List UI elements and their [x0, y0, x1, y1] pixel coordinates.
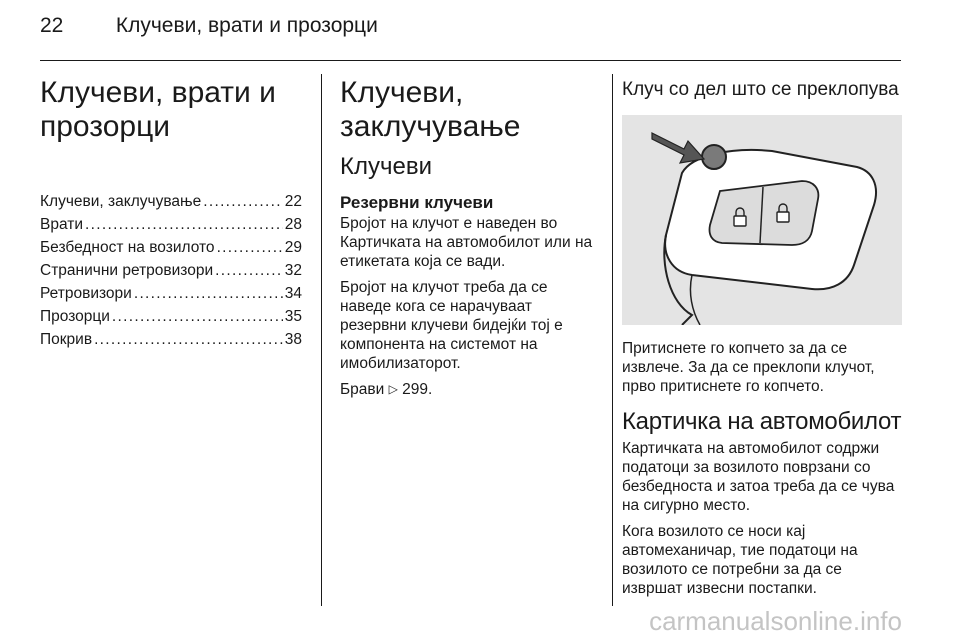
folding-key-icon [622, 115, 902, 325]
car-pass-heading: Картичка на автомобилот [622, 408, 902, 435]
toc-entry-label: Безбедност на возилото [40, 239, 215, 256]
folding-key-figure [622, 115, 902, 325]
toc-entry-page: 28 [284, 216, 302, 233]
toc-entry-page: 32 [284, 262, 302, 279]
table-of-contents [40, 190, 302, 351]
toc-entry-page: 35 [284, 308, 302, 325]
watermark: carmanualsonline.info [649, 606, 902, 636]
toc-entry-label: Ретровизори [40, 285, 132, 302]
toc-entry[interactable] [40, 213, 302, 236]
toc-leader-dots [213, 259, 283, 282]
toc-entry[interactable] [40, 236, 302, 259]
toc-column [40, 70, 302, 351]
header-rule [40, 60, 901, 61]
page-number: 22 [40, 14, 64, 37]
arrow-ref-icon: ▷ [388, 382, 398, 396]
toc-entry-page: 29 [284, 239, 302, 256]
toc-entry-label: Прозорци [40, 308, 110, 325]
running-header [40, 14, 378, 38]
toc-leader-dots [110, 305, 283, 328]
keys-column [340, 70, 602, 399]
toc-leader-dots [92, 328, 283, 351]
toc-leader-dots [201, 190, 283, 213]
subsection-title: Клучеви [340, 153, 432, 180]
toc-entry-label: Покрив [40, 331, 93, 348]
toc-entry-label: Врати [40, 216, 83, 233]
figure-caption: Притиснете го копчето за да се извлече. За да се преклопи клучот, прво притиснете го копчето. [622, 340, 875, 395]
folding-key-column [622, 70, 902, 598]
reference-page: 299. [402, 381, 433, 398]
car-pass-paragraph: Кога возилото се носи кај автомеханичар, тие податоци на возилото се потребни за да се извршат извесни постапки. [622, 523, 858, 597]
toc-entry[interactable] [40, 259, 302, 282]
toc-entry-label: Странични ретровизори [40, 262, 214, 279]
section-title: Клучеви, заклучување [340, 76, 521, 143]
toc-leader-dots [83, 213, 283, 236]
column-divider [321, 74, 322, 606]
toc-entry-label: Клучеви, заклучување [40, 193, 202, 210]
toc-entry-page: 38 [284, 331, 302, 348]
toc-entry-page: 22 [284, 193, 302, 210]
spare-keys-paragraph: Бројот на клучот е наведен во Картичката на автомобилот или на етикетата која се вади. [340, 215, 593, 270]
spare-keys-paragraph: Бројот на клучот треба да се наведе кога се нарачуваат резервни клучеви бидејќи тој е компонента на системот на имобилизаторот. [340, 279, 563, 372]
toc-entry[interactable] [40, 328, 302, 351]
reference-text: Брави [340, 381, 385, 398]
column-divider [612, 74, 613, 606]
spare-keys-heading: Резервни клучеви [340, 193, 494, 212]
toc-entry[interactable] [40, 282, 302, 305]
toc-entry[interactable] [40, 190, 302, 213]
running-title: Клучеви, врати и прозорци [115, 14, 378, 37]
folding-key-heading: Клуч со дел што се преклопува [622, 79, 899, 100]
toc-leader-dots [132, 282, 283, 305]
chapter-title: Клучеви, врати и прозорци [40, 76, 276, 143]
toc-entry-page: 34 [284, 285, 302, 302]
toc-leader-dots [215, 236, 283, 259]
car-pass-paragraph: Картичката на автомобилот содржи податоци за возилото поврзани со безбедноста и затоа треба да се чува на сигурно место. [622, 440, 895, 514]
reference-line[interactable] [340, 380, 602, 399]
toc-entry[interactable] [40, 305, 302, 328]
